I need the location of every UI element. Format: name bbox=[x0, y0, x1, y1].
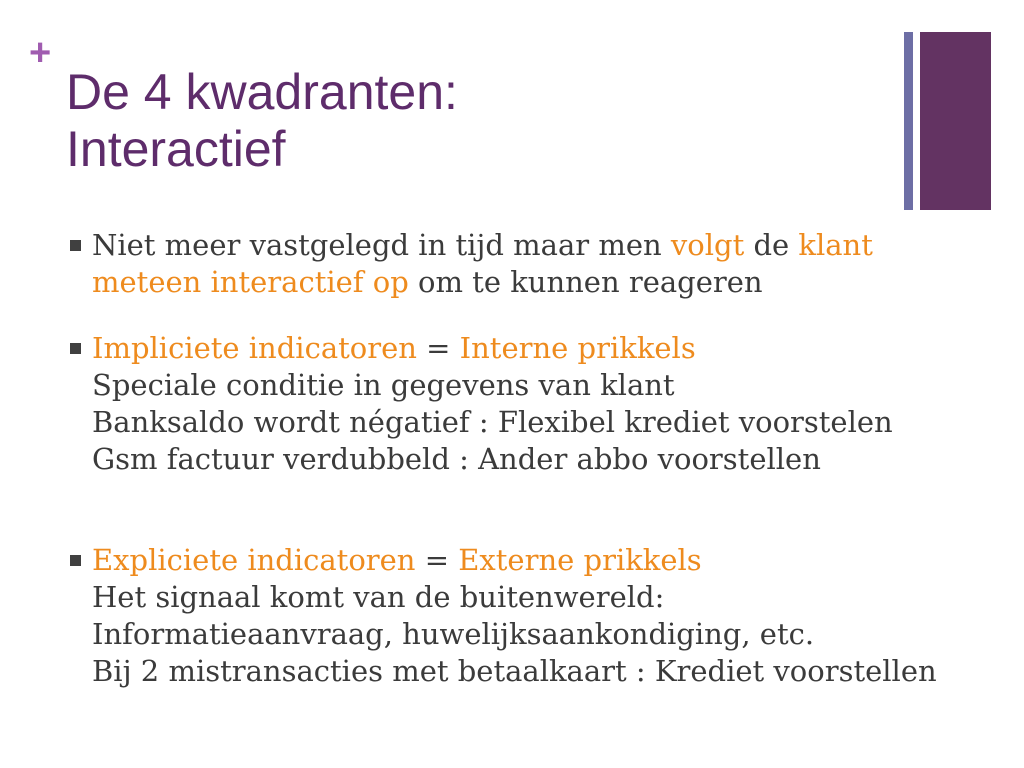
text-segment: Gsm factuur verdubbeld : Ander abbo voorstellen bbox=[92, 442, 821, 476]
text-segment: Het signaal komt van de buitenwereld: bbox=[92, 580, 665, 614]
bullet-line bbox=[92, 367, 1010, 404]
bullet-line bbox=[92, 404, 1010, 441]
bullet-square-icon bbox=[70, 240, 81, 251]
slide-title bbox=[66, 64, 458, 178]
text-segment: Expliciete indicatoren bbox=[92, 543, 416, 577]
text-segment: volgt bbox=[670, 228, 745, 262]
text-segment: = bbox=[415, 543, 459, 577]
text-segment: de bbox=[744, 228, 799, 262]
bullet-line bbox=[92, 441, 1010, 478]
text-segment: Speciale conditie in gegevens van klant bbox=[92, 368, 675, 402]
decorative-purple-block bbox=[920, 32, 991, 210]
text-segment: Banksaldo wordt négatief : Flexibel krediet voorstelen bbox=[92, 405, 893, 439]
bullet-square-icon bbox=[70, 555, 81, 566]
text-segment: Niet meer vastgelegd in tijd maar men bbox=[92, 228, 671, 262]
text-segment: klant bbox=[798, 228, 873, 262]
bullet-square-icon bbox=[70, 343, 81, 354]
text-segment: Externe prikkels bbox=[458, 543, 702, 577]
bullet-line bbox=[92, 579, 1010, 616]
bullet-text bbox=[92, 227, 1010, 301]
text-segment: om te kunnen reageren bbox=[408, 265, 763, 299]
bullet-text bbox=[92, 542, 1010, 690]
text-segment: meteen interactief op bbox=[92, 265, 409, 299]
slide-title-line-2: Interactief bbox=[66, 121, 286, 177]
plus-icon: + bbox=[29, 32, 52, 74]
bullet-item-2 bbox=[70, 330, 1010, 478]
text-segment: Bij 2 mistransacties met betaalkaart : Krediet voorstellen bbox=[92, 654, 937, 688]
text-segment: = bbox=[416, 331, 460, 365]
text-segment: Interne prikkels bbox=[459, 331, 696, 365]
text-segment: Impliciete indicatoren bbox=[92, 331, 417, 365]
text-segment: Informatieaanvraag, huwelijksaankondiging, etc. bbox=[92, 617, 815, 651]
decorative-blue-bar bbox=[904, 32, 913, 210]
bullet-line bbox=[92, 264, 1010, 301]
bullet-line bbox=[92, 330, 1010, 367]
bullet-line bbox=[92, 542, 1010, 579]
bullet-line bbox=[92, 616, 1010, 653]
bullet-text bbox=[92, 330, 1010, 478]
bullet-item-1 bbox=[70, 227, 1010, 301]
bullet-line bbox=[92, 653, 1010, 690]
bullet-line bbox=[92, 227, 1010, 264]
slide-title-line-1: De 4 kwadranten: bbox=[66, 64, 458, 120]
bullet-item-3 bbox=[70, 542, 1010, 690]
